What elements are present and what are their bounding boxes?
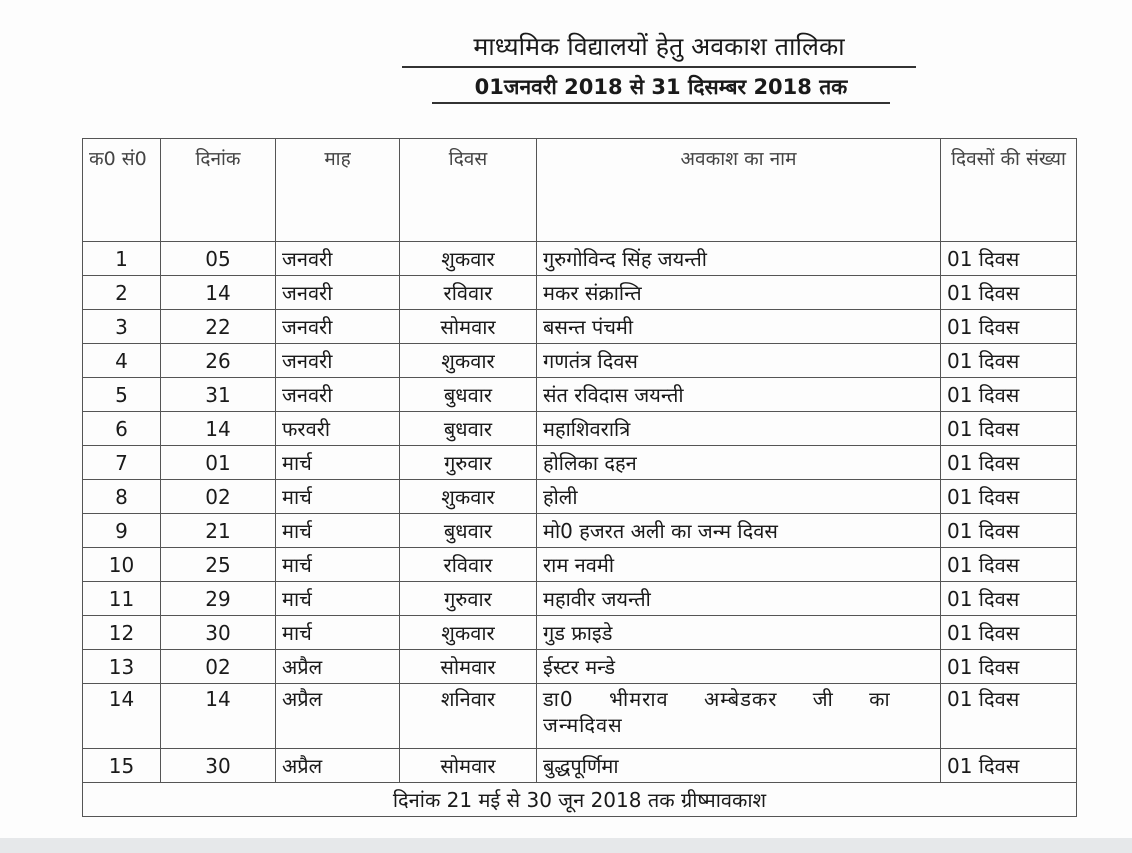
table-header <box>83 139 1077 242</box>
cell-date: 25 <box>161 548 276 582</box>
cell-serial-number: 12 <box>83 616 161 650</box>
summer-vacation-note: दिनांक 21 मई से 30 जून 2018 तक ग्रीष्मावकाश <box>83 783 1077 817</box>
cell-serial-number: 6 <box>83 412 161 446</box>
cell-holiday-name: महाशिवरात्रि <box>537 412 941 446</box>
cell-holiday-name-text: डा0 भीमराव अम्बेडकर जी का जन्मदिवस <box>543 687 891 737</box>
cell-date: 14 <box>161 412 276 446</box>
cell-day: शुकवार <box>400 344 537 378</box>
table-row <box>83 749 1077 783</box>
cell-month: जनवरी <box>276 310 400 344</box>
cell-holiday-name: होली <box>537 480 941 514</box>
cell-month: जनवरी <box>276 344 400 378</box>
cell-holiday-name: होलिका दहन <box>537 446 941 480</box>
cell-holiday-name: बसन्त पंचमी <box>537 310 941 344</box>
document-title: माध्यमिक विद्यालयों हेतु अवकाश तालिका <box>402 30 916 68</box>
cell-month: फरवरी <box>276 412 400 446</box>
viewer-bottom-bar <box>0 838 1132 853</box>
header-day-count: दिवसों की संख्या <box>941 139 1077 242</box>
cell-holiday-name: गुड फ्राइडे <box>537 616 941 650</box>
cell-day-count: 01 दिवस <box>941 446 1077 480</box>
cell-day-count: 01 दिवस <box>941 344 1077 378</box>
table-body <box>83 242 1077 817</box>
cell-holiday-name: राम नवमी <box>537 548 941 582</box>
cell-day: बुधवार <box>400 412 537 446</box>
cell-day: शुकवार <box>400 242 537 276</box>
document-subtitle: 01जनवरी 2018 से 31 दिसम्बर 2018 तक <box>432 72 890 104</box>
cell-date: 30 <box>161 749 276 783</box>
cell-day: शुकवार <box>400 480 537 514</box>
summer-vacation-row <box>83 783 1077 817</box>
cell-month: जनवरी <box>276 378 400 412</box>
table-row <box>83 514 1077 548</box>
cell-day: बुधवार <box>400 514 537 548</box>
cell-holiday-name: गुरुगोविन्द सिंह जयन्ती <box>537 242 941 276</box>
cell-serial-number: 8 <box>83 480 161 514</box>
cell-month: मार्च <box>276 480 400 514</box>
header-date: दिनांक <box>161 139 276 242</box>
table-row <box>83 344 1077 378</box>
cell-day: शुकवार <box>400 616 537 650</box>
cell-date: 05 <box>161 242 276 276</box>
cell-holiday-name: मकर संक्रान्ति <box>537 276 941 310</box>
cell-day: सोमवार <box>400 310 537 344</box>
cell-date: 14 <box>161 276 276 310</box>
cell-holiday-name: बुद्धपूर्णिमा <box>537 749 941 783</box>
cell-day-count: 01 दिवस <box>941 616 1077 650</box>
cell-serial-number: 9 <box>83 514 161 548</box>
table-row <box>83 446 1077 480</box>
table-row <box>83 582 1077 616</box>
table-row <box>83 650 1077 684</box>
cell-date: 29 <box>161 582 276 616</box>
cell-day: सोमवार <box>400 650 537 684</box>
cell-month: मार्च <box>276 548 400 582</box>
cell-serial-number: 13 <box>83 650 161 684</box>
cell-day-count: 01 दिवस <box>941 242 1077 276</box>
cell-serial-number: 2 <box>83 276 161 310</box>
table-row <box>83 480 1077 514</box>
header-holiday-name: अवकाश का नाम <box>537 139 941 242</box>
header-serial-number: क0 सं0 <box>83 139 161 242</box>
cell-day-count: 01 दिवस <box>941 480 1077 514</box>
cell-month: जनवरी <box>276 276 400 310</box>
cell-month: मार्च <box>276 514 400 548</box>
table-row <box>83 412 1077 446</box>
cell-day: शनिवार <box>400 684 537 749</box>
cell-day-count: 01 दिवस <box>941 548 1077 582</box>
cell-day: गुरुवार <box>400 446 537 480</box>
table-row <box>83 310 1077 344</box>
cell-date: 02 <box>161 480 276 514</box>
cell-month: मार्च <box>276 616 400 650</box>
cell-month: मार्च <box>276 582 400 616</box>
cell-day-count: 01 दिवस <box>941 378 1077 412</box>
table-row <box>83 684 1077 749</box>
cell-day-count: 01 दिवस <box>941 749 1077 783</box>
cell-day-count: 01 दिवस <box>941 412 1077 446</box>
cell-month: अप्रैल <box>276 650 400 684</box>
cell-serial-number: 11 <box>83 582 161 616</box>
cell-date: 31 <box>161 378 276 412</box>
cell-day: रविवार <box>400 548 537 582</box>
cell-month: जनवरी <box>276 242 400 276</box>
cell-month: अप्रैल <box>276 684 400 749</box>
cell-month: मार्च <box>276 446 400 480</box>
table-row <box>83 378 1077 412</box>
cell-day-count: 01 दिवस <box>941 582 1077 616</box>
cell-holiday-name: संत रविदास जयन्ती <box>537 378 941 412</box>
cell-holiday-name: मो0 हजरत अली का जन्म दिवस <box>537 514 941 548</box>
cell-day-count: 01 दिवस <box>941 276 1077 310</box>
cell-day-count: 01 दिवस <box>941 514 1077 548</box>
cell-date: 26 <box>161 344 276 378</box>
cell-date: 21 <box>161 514 276 548</box>
cell-serial-number: 5 <box>83 378 161 412</box>
table-row <box>83 616 1077 650</box>
cell-serial-number: 1 <box>83 242 161 276</box>
cell-serial-number: 10 <box>83 548 161 582</box>
cell-serial-number: 14 <box>83 684 161 749</box>
cell-month: अप्रैल <box>276 749 400 783</box>
cell-holiday-name: गणतंत्र दिवस <box>537 344 941 378</box>
cell-date: 14 <box>161 684 276 749</box>
cell-day-count: 01 दिवस <box>941 310 1077 344</box>
cell-day: गुरुवार <box>400 582 537 616</box>
table-row <box>83 242 1077 276</box>
cell-date: 30 <box>161 616 276 650</box>
cell-day: सोमवार <box>400 749 537 783</box>
cell-holiday-name: महावीर जयन्ती <box>537 582 941 616</box>
header-month: माह <box>276 139 400 242</box>
cell-day-count: 01 दिवस <box>941 684 1077 749</box>
cell-day: रविवार <box>400 276 537 310</box>
holiday-table <box>82 138 1077 817</box>
cell-holiday-name: ईस्टर मन्डे <box>537 650 941 684</box>
cell-date: 01 <box>161 446 276 480</box>
cell-serial-number: 3 <box>83 310 161 344</box>
cell-day-count: 01 दिवस <box>941 650 1077 684</box>
header-day: दिवस <box>400 139 537 242</box>
table-row <box>83 276 1077 310</box>
cell-holiday-name <box>537 684 941 749</box>
cell-serial-number: 7 <box>83 446 161 480</box>
cell-serial-number: 15 <box>83 749 161 783</box>
cell-date: 22 <box>161 310 276 344</box>
table-row <box>83 548 1077 582</box>
cell-serial-number: 4 <box>83 344 161 378</box>
cell-day: बुधवार <box>400 378 537 412</box>
cell-date: 02 <box>161 650 276 684</box>
